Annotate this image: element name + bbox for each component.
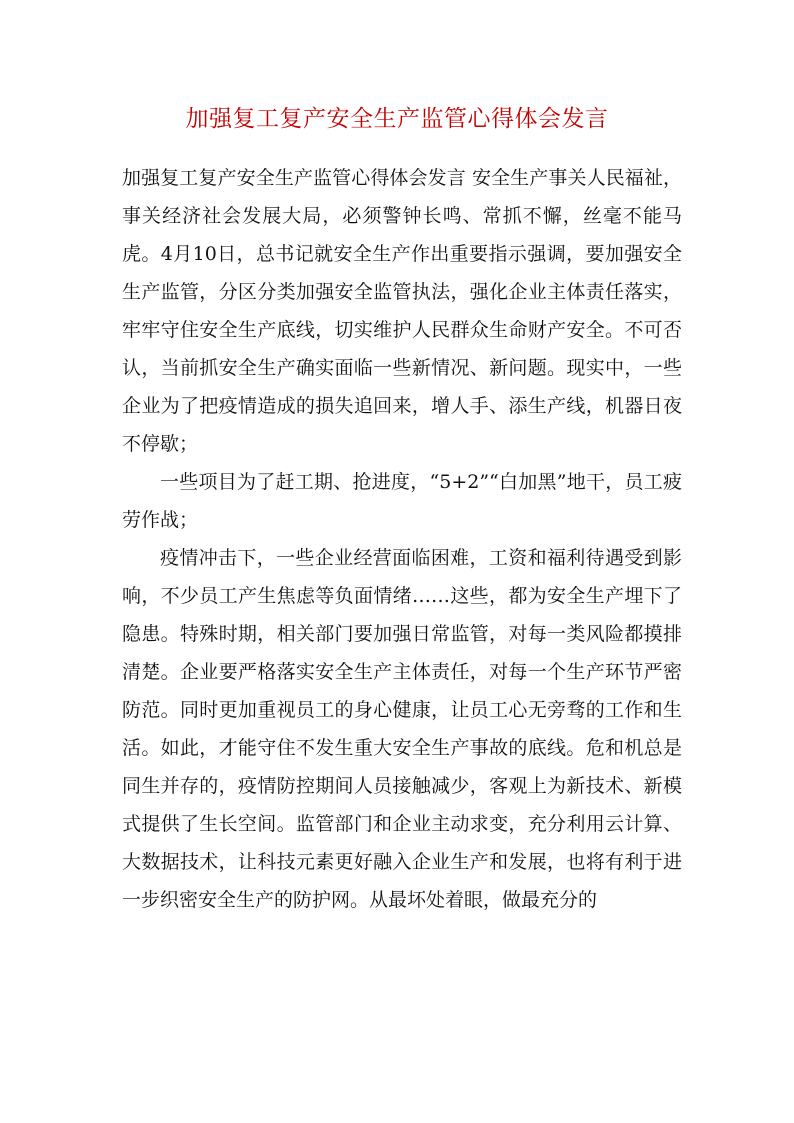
paragraph-1: 加强复工复产安全生产监管心得体会发言 安全生产事关人民福祉，事关经济社会发展大局，必须警钟长鸣、常抓不懈，丝毫不能马虎。4月10日，总书记就安全生产作出重要指示强调，要加强安全生产监管，分区分类加强安全监管执法，强化企业主体责任落实，牢牢守住安全生产底线，切实维护人民群众生命财产安全。不可否认，当前抓安全生产确实面临一些新情况、新问题。现实中，一些企业为了把疫情造成的损失追回来，增人手、添生产线，机器日夜不停歇； [122, 167, 682, 455]
document-title: 加强复工复产安全生产监管心得体会发言 [185, 106, 609, 132]
paragraph-3: 疫情冲击下，一些企业经营面临困难，工资和福利待遇受到影响，不少员工产生焦虑等负面情绪……这些，都为安全生产埋下了隐患。特殊时期，相关部门要加强日常监管，对每一类风险都摸排清楚。企业要严格落实安全生产主体责任，对每一个生产环节严密防范。同时更加重视员工的身心健康，让员工心无旁骛的工作和生活。如此，才能守住不发生重大安全生产事故的底线。危和机总是同生并存的，疫情防控期间人员接触减少，客观上为新技术、新模式提供了生长空间。监管部门和企业主动求变，充分利用云计算、大数据技术，让科技元素更好融入企业生产和发展，也将有利于进一步织密安全生产的防护网。从最坏处着眼，做最充分的 [122, 547, 682, 911]
paragraph-2: 一些项目为了赶工期、抢进度，“5+2”“白加黑”地干，员工疲劳作战； [122, 471, 682, 531]
document-body [122, 159, 682, 919]
